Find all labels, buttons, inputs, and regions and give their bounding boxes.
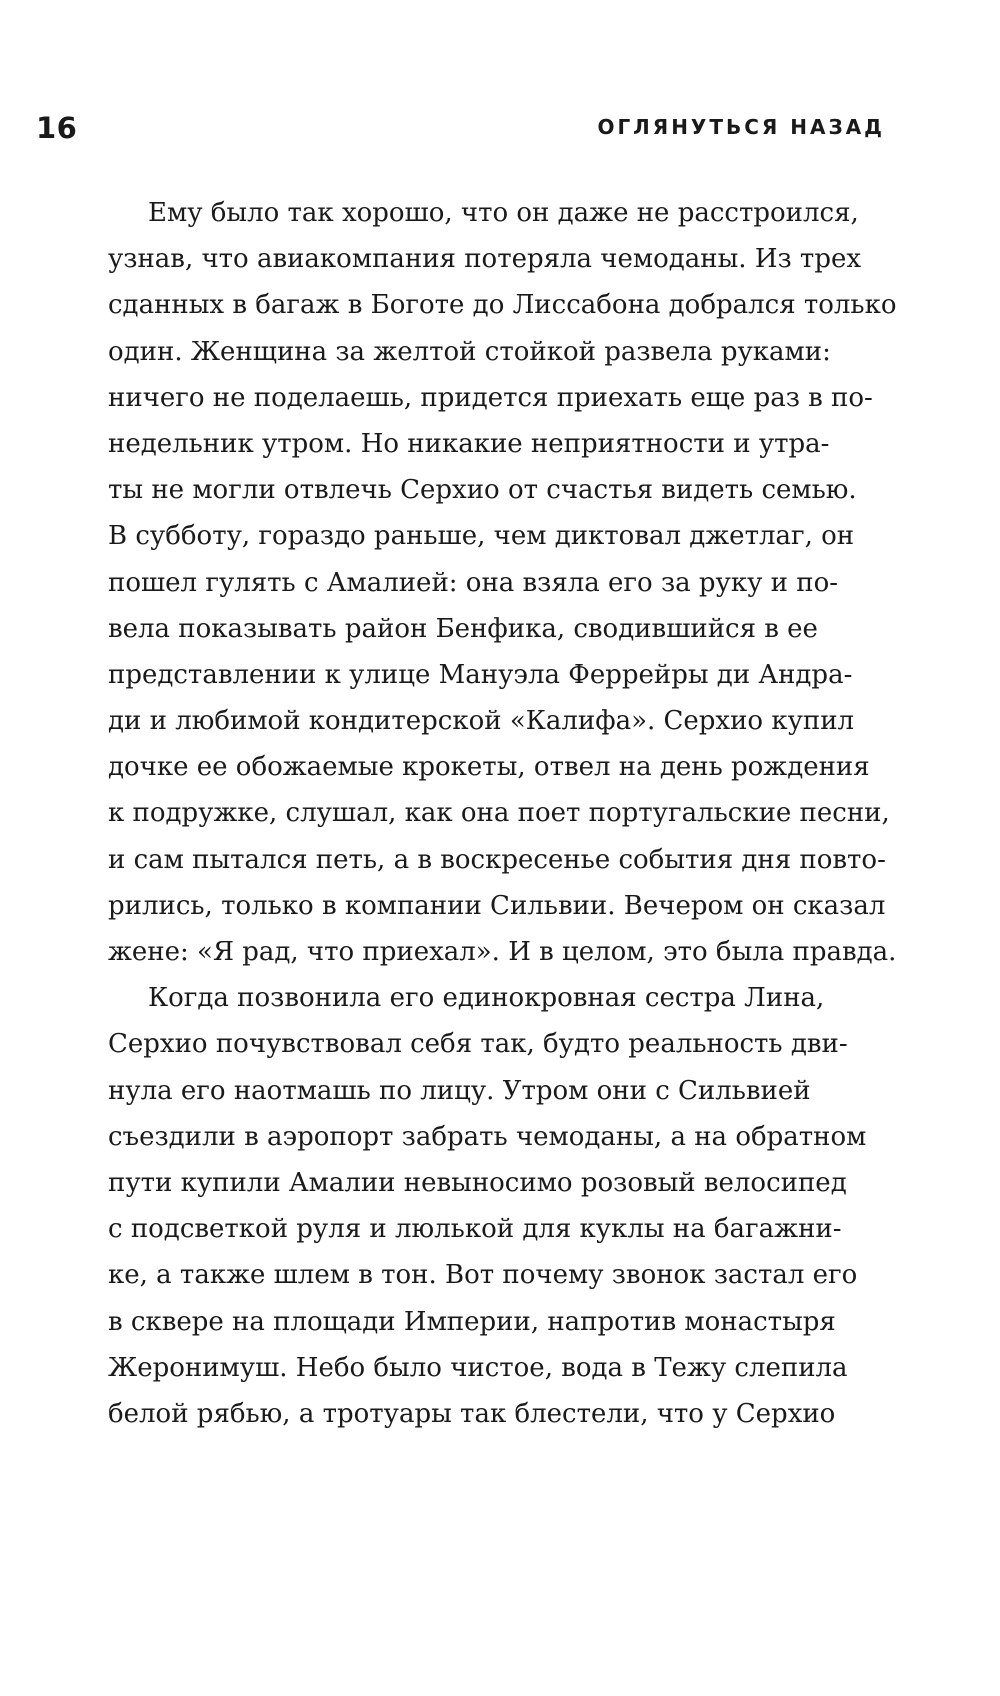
- text-line: нула его наотмашь по лицу. Утром они с Сильвией: [108, 1075, 811, 1106]
- text-line: один. Женщина за желтой стойкой развела руками:: [108, 336, 831, 367]
- paragraph-1: [108, 190, 897, 975]
- text-line: сданных в багаж в Боготе до Лиссабона добрался только: [108, 290, 897, 321]
- page-number: 16: [36, 111, 78, 145]
- text-line: ке, а также шлем в тон. Вот почему звонок застал его: [108, 1260, 858, 1291]
- text-line: В субботу, гораздо раньше, чем диктовал джетлаг, он: [108, 521, 855, 552]
- text-line: рились, только в компании Сильвии. Вечером он сказал: [108, 890, 886, 921]
- text-line: ди и любимой кондитерской «Калифа». Серхио купил: [108, 706, 855, 737]
- text-line: в сквере на площади Империи, напротив монастыря: [108, 1306, 836, 1337]
- text-line: представлении к улице Мануэла Феррейры ди Андра-: [108, 659, 853, 690]
- text-line: пути купили Амалии невыносимо розовый велосипед: [108, 1167, 847, 1198]
- text-line: дочке ее обожаемые крокеты, отвел на день рождения: [108, 752, 870, 783]
- text-line: ты не могли отвлечь Серхио от счастья видеть семью.: [108, 475, 857, 506]
- text-line: жене: «Я рад, что приехал». И в целом, это была правда.: [108, 937, 897, 967]
- text-line: Жеронимуш. Небо было чистое, вода в Тежу слепила: [108, 1352, 848, 1383]
- text-line: узнав, что авиакомпания потеряла чемоданы. Из трех: [108, 244, 862, 275]
- text-line: вела показывать район Бенфика, сводившийся в ее: [108, 613, 818, 644]
- text-line: к подружке, слушал, как она поет португальские песни,: [108, 798, 890, 829]
- text-line: ничего не поделаешь, придется приехать еще раз в по-: [108, 382, 873, 413]
- text-line: недельник утром. Но никакие неприятности и утра-: [108, 428, 830, 459]
- text-line: Ему было так хорошо, что он даже не расстроился,: [148, 198, 859, 228]
- body-text: [108, 190, 897, 1437]
- text-line: Серхио почувствовал себя так, будто реальность дви-: [108, 1029, 848, 1060]
- paragraph-2: [108, 975, 867, 1437]
- text-line: съездили в аэропорт забрать чемоданы, а на обратном: [108, 1121, 867, 1152]
- text-line: и сам пытался петь, а в воскресенье события дня повто-: [108, 844, 886, 875]
- text-line: белой рябью, а тротуары так блестели, что у Серхио: [108, 1398, 836, 1429]
- running-title: ОГЛЯНУТЬСЯ НАЗАД: [597, 115, 885, 139]
- text-line: пошел гулять с Амалией: она взяла его за руку и по-: [108, 567, 839, 598]
- text-line: с подсветкой руля и люлькой для куклы на багажни-: [108, 1214, 842, 1245]
- text-line: Когда позвонила его единокровная сестра Лина,: [148, 983, 825, 1014]
